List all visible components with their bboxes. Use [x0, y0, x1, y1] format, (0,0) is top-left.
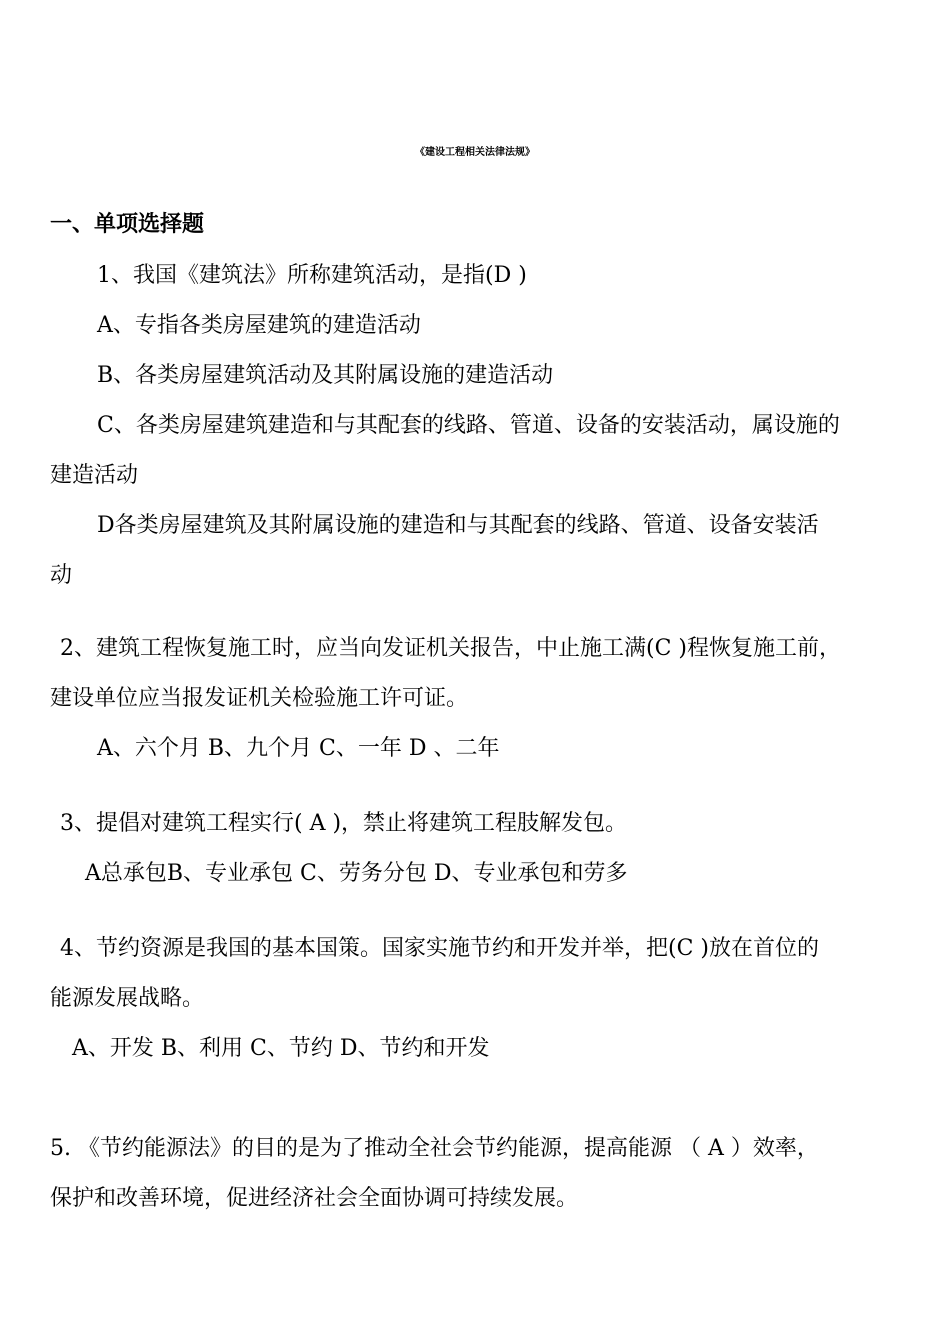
question-4-stem-line1: 4、节约资源是我国的基本国策。国家实施节约和开发并举，把(C )放在首位的	[60, 936, 819, 961]
question-1-option-d-line1: D各类房屋建筑及其附属设施的建造和与其配套的线路、管道、设备安装活	[97, 513, 819, 538]
question-1-option-c-line1: C、各类房屋建筑建造和与其配套的线路、管道、设备的安装活动，属设施的	[97, 413, 840, 438]
question-1-stem: 1、我国《建筑法》所称建筑活动，是指(D )	[97, 263, 527, 288]
question-1-option-d-line2: 动	[50, 563, 73, 588]
question-2-options: A、六个月 B、九个月 C、一年 D 、二年	[97, 736, 500, 761]
question-5-stem-line1: 5. 《节约能源法》的目的是为了推动全社会节约能源，提高能源 （ A ）效率，	[50, 1136, 819, 1161]
question-2-stem-line1: 2、建筑工程恢复施工时，应当向发证机关报告，中止施工满(C )程恢复施工前，	[60, 636, 841, 661]
document-title: 《建设工程相关法律法规》	[415, 147, 535, 158]
question-1-option-a: A、专指各类房屋建筑的建造活动	[97, 313, 421, 338]
question-3-options: A总承包B、专业承包 C、劳务分包 D、专业承包和劳多	[85, 861, 628, 886]
question-1-option-b: B、各类房屋建筑活动及其附属设施的建造活动	[97, 363, 554, 388]
question-5-stem-line2: 保护和改善环境，促进经济社会全面协调可持续发展。	[50, 1186, 579, 1211]
question-4-options: A、开发 B、利用 C、节约 D、节约和开发	[72, 1036, 490, 1061]
question-4-stem-line2: 能源发展战略。	[50, 986, 205, 1011]
question-1-option-c-line2: 建造活动	[50, 463, 139, 488]
section-heading: 一、单项选择题	[50, 212, 205, 237]
question-3-stem: 3、提倡对建筑工程实行( A )，禁止将建筑工程肢解发包。	[60, 811, 628, 836]
question-2-stem-line2: 建设单位应当报发证机关检验施工许可证。	[50, 686, 469, 711]
